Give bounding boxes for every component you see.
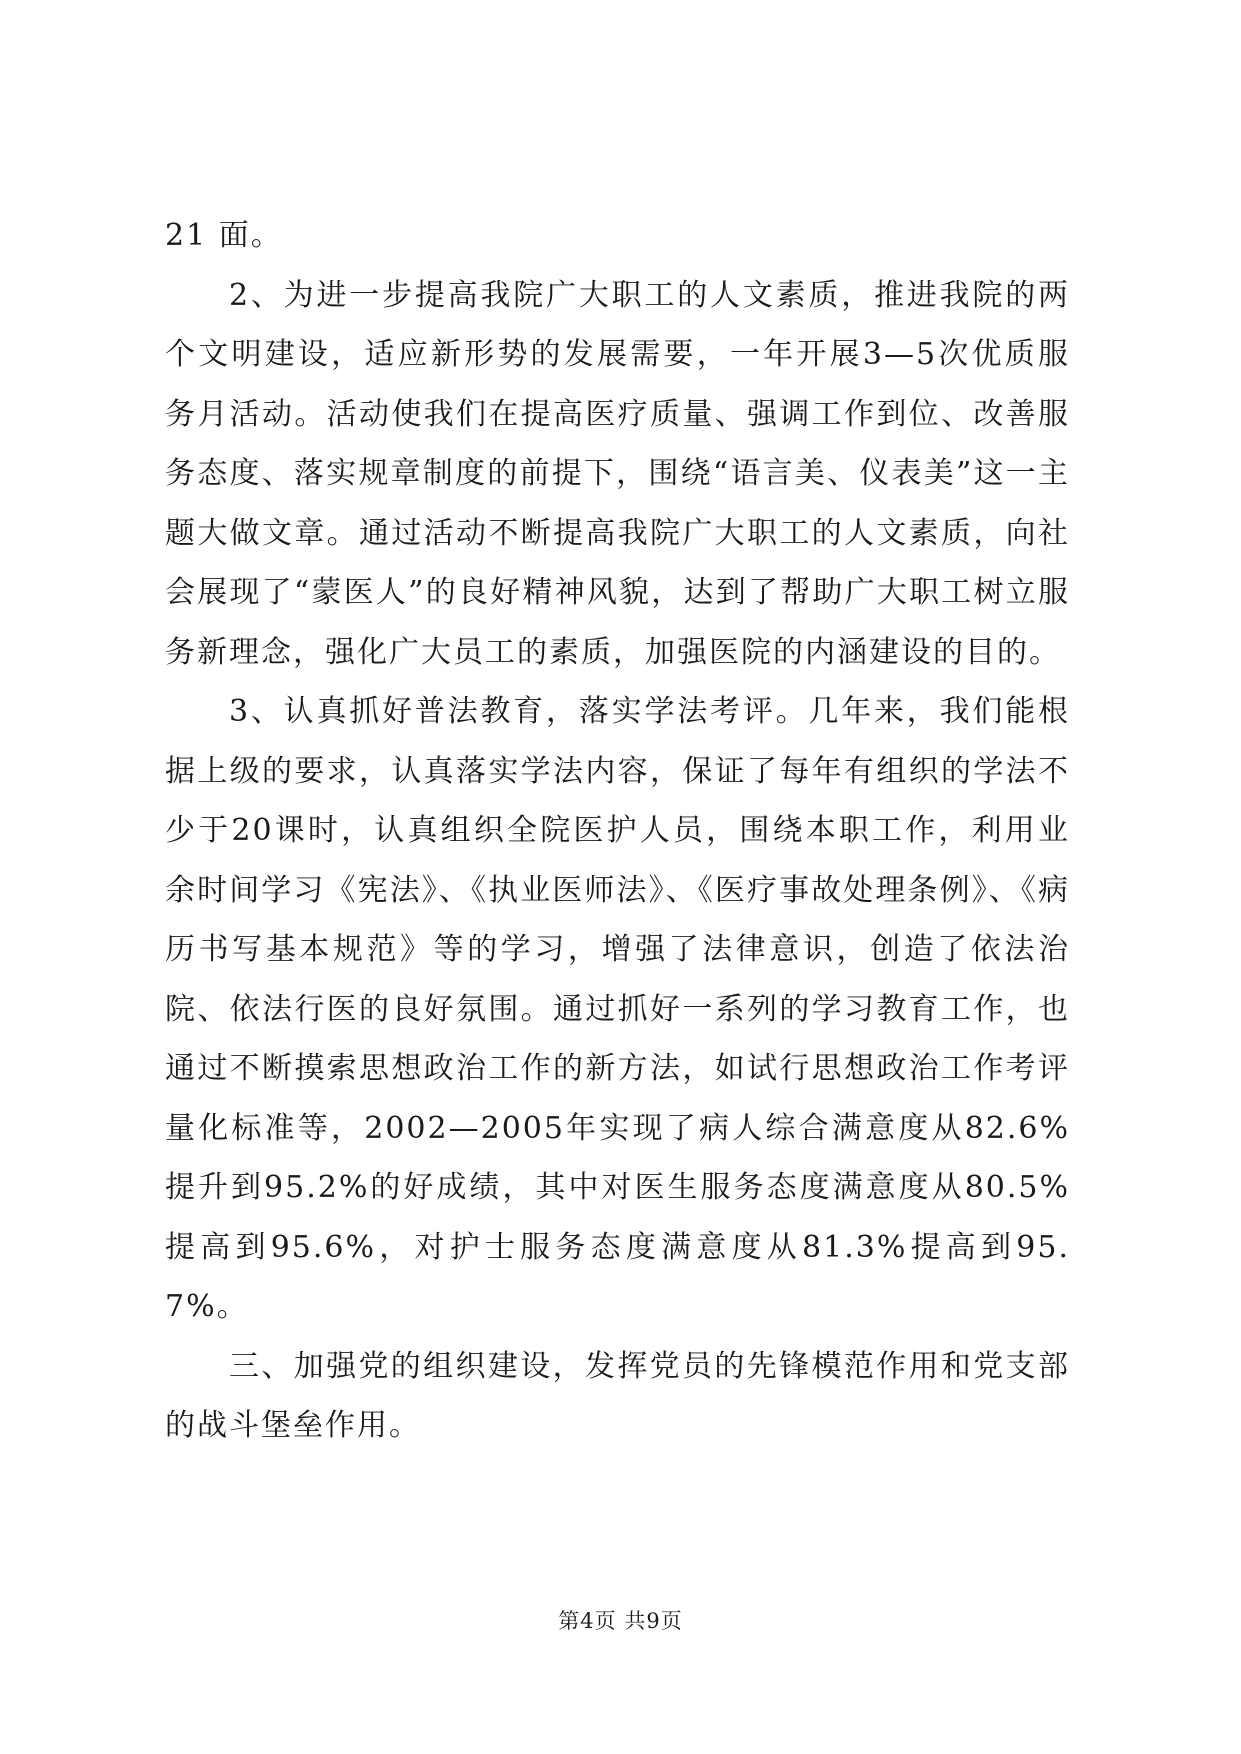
paragraph-item-3: 3、认真抓好普法教育，落实学法考评。几年来，我们能根据上级的要求，认真落实学法内容，保证了每年有组织的学法不少于20课时，认真组织全院医护人员，围绕本职工作，利用业余时间学习《宪法》、《执业医师法》、《医疗事故处理条例》、《病历书写基本规范》等的学习，增强了法律意识，创造了依法治院、依法行医的良好氛围。通过抓好一系列的学习教育工作，也通过不断摸索思想政治工作的新方法，如试行思想政治工作考评量化标准等，2002—2005年实现了病人综合满意度从82.6%提升到95.2%的好成绩，其中对医生服务态度满意度从80.5%提高到95.6%，对护士服务态度满意度从81.3%提高到95.7%。 xyxy=(165,694,1070,1324)
document-body xyxy=(165,206,1070,1456)
paragraph-continuation: 21 面。 xyxy=(165,218,283,253)
page-number-footer: 第4页 共9页 xyxy=(558,1609,683,1633)
paragraph-item-2: 2、为进一步提高我院广大职工的人文素质，推进我院的两个文明建设，适应新形势的发展需要，一年开展3—5次优质服务月活动。活动使我们在提高医疗质量、强调工作到位、改善服务态度、落实规章制度的前提下，围绕“语言美、仪表美”这一主题大做文章。通过活动不断提高我院广大职工的人文素质，向社会展现了“蒙医人”的良好精神风貌，达到了帮助广大职工树立服务新理念，强化广大员工的素质，加强医院的内涵建设的目的。 xyxy=(165,277,1070,670)
paragraph-section-3: 三、加强党的组织建设，发挥党员的先锋模范作用和党支部的战斗堡垒作用。 xyxy=(165,1348,1070,1443)
